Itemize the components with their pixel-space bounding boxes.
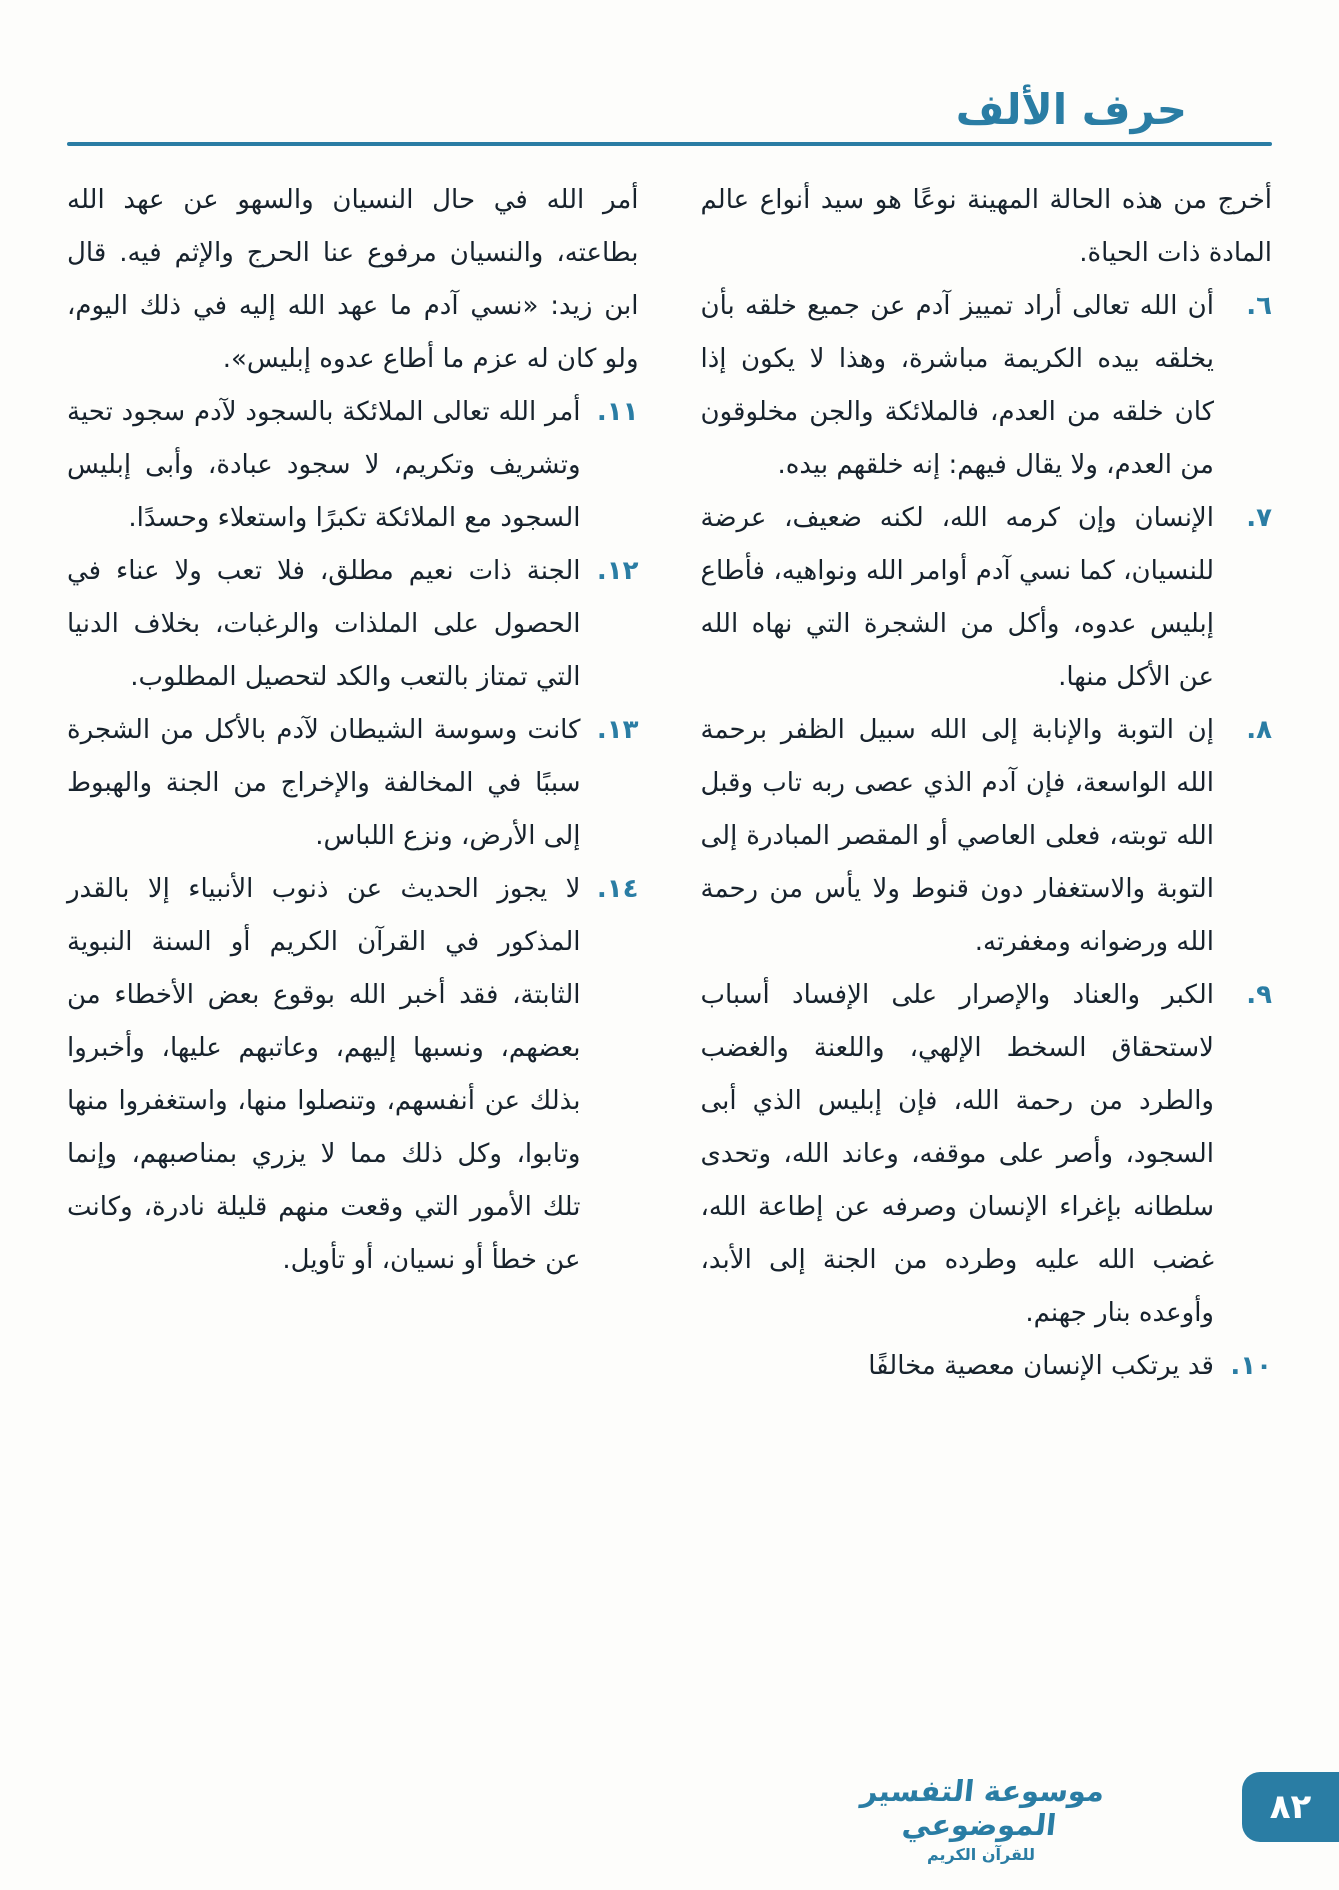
page-number: ٨٢	[1269, 1787, 1312, 1827]
item-text: كانت وسوسة الشيطان لآدم بالأكل من الشجرة سببًا في المخالفة والإخراج من الجنة والهبوط إلى الأرض، ونزع اللباس.	[67, 715, 581, 852]
item-text: قد يرتكب الإنسان معصية مخالفًا	[868, 1351, 1214, 1382]
column-right	[701, 174, 1273, 1746]
item-number: ٦.	[1246, 291, 1272, 322]
list-item	[701, 969, 1273, 1340]
item-number: ٨.	[1246, 715, 1272, 746]
list-item	[701, 492, 1273, 704]
item-number: ٧.	[1246, 503, 1272, 534]
list-item	[67, 863, 639, 1287]
list-item	[701, 1340, 1273, 1393]
text-columns	[0, 146, 1339, 1746]
page-footer	[0, 1760, 1339, 1890]
list-item	[67, 386, 639, 545]
item-number: ١٠.	[1230, 1351, 1272, 1382]
item-number: ١٤.	[596, 874, 639, 905]
page-header	[0, 0, 1339, 146]
list-item	[701, 704, 1273, 969]
item-number: ١٣.	[596, 715, 639, 746]
series-logo-calligraphy	[838, 1774, 1124, 1864]
continuation-paragraph: أخرج من هذه الحالة المهينة نوعًا هو سيد أنواع عالم المادة ذات الحياة.	[700, 185, 1272, 269]
item-number: ٩.	[1246, 980, 1272, 1011]
item-number: ١٢.	[596, 556, 639, 587]
item-number: ١١.	[596, 397, 639, 428]
item-text: الكبر والعناد والإصرار على الإفساد أسباب لاستحقاق السخط الإلهي، واللعنة والغضب والطرد من رحمة الله، فإن إبليس الذي أبى السجود، وأصر على موقفه، وعاند الله، وتحدى سلطانه بإغراء الإنسان وصرفه عن إطاعة الله، غضب الله عليه وطرده من الجنة إلى الأبد، وأوعده بنار جهنم.	[700, 980, 1214, 1329]
list-item	[67, 704, 639, 863]
list-item	[67, 545, 639, 704]
item-text: الجنة ذات نعيم مطلق، فلا تعب ولا عناء في الحصول على الملذات والرغبات، بخلاف الدنيا التي تمتاز بالتعب والكد لتحصيل المطلوب.	[67, 556, 581, 693]
item-text: إن التوبة والإنابة إلى الله سبيل الظفر برحمة الله الواسعة، فإن آدم الذي عصى ربه تاب وقبل الله توبته، فعلى العاصي أو المقصر المبادرة إلى التوبة والاستغفار دون قنوط ولا يأس من رحمة الله ورضوانه ومغفرته.	[700, 715, 1214, 958]
item-text: لا يجوز الحديث عن ذنوب الأنبياء إلا بالقدر المذكور في القرآن الكريم أو السنة النبوية الثابتة، فقد أخبر الله بوقوع بعض الأخطاء من بعضهم، ونسبها إليهم، وعاتبهم عليها، وأخبروا بذلك عن أنفسهم، وتنصلوا منها، واستغفروا منها وتابوا، وكل ذلك مما لا يزري بمناصبهم، وإنما تلك الأمور التي وقعت منهم قليلة نادرة، وكانت عن خطأ أو نسيان، أو تأويل.	[67, 874, 581, 1276]
series-logo-title: موسوعة التفسير الموضوعي	[859, 1774, 1107, 1842]
page-number-badge	[1242, 1772, 1339, 1842]
continuation-paragraph: أمر الله في حال النسيان والسهو عن عهد الله بطاعته، والنسيان مرفوع عنا الحرج والإثم فيه. قال ابن زيد: «نسي آدم ما عهد الله إليه في ذلك اليوم، ولو كان له عزم ما أطاع عدوه إبليس».	[67, 185, 639, 375]
section-title: حرف الألف	[955, 85, 1187, 134]
item-text: أن الله تعالى أراد تمييز آدم عن جميع خلقه بأن يخلقه بيده الكريمة مباشرة، وهذا لا يكون إذا كان خلقه من العدم، فالملائكة والجن مخلوقون من العدم، ولا يقال فيهم: إنه خلقهم بيده.	[700, 291, 1214, 481]
list-item	[701, 280, 1273, 492]
item-text: أمر الله تعالى الملائكة بالسجود لآدم سجود تحية وتشريف وتكريم، لا سجود عبادة، وأبى إبليس السجود مع الملائكة تكبرًا واستعلاء وحسدًا.	[67, 397, 581, 534]
column-left	[67, 174, 639, 1746]
item-text: الإنسان وإن كرمه الله، لكنه ضعيف، عرضة للنسيان، كما نسي آدم أوامر الله ونواهيه، فأطاع إبليس عدوه، وأكل من الشجرة التي نهاه الله عن الأكل منها.	[700, 503, 1214, 693]
series-logo-subtitle: للقرآن الكريم	[926, 1845, 1036, 1864]
